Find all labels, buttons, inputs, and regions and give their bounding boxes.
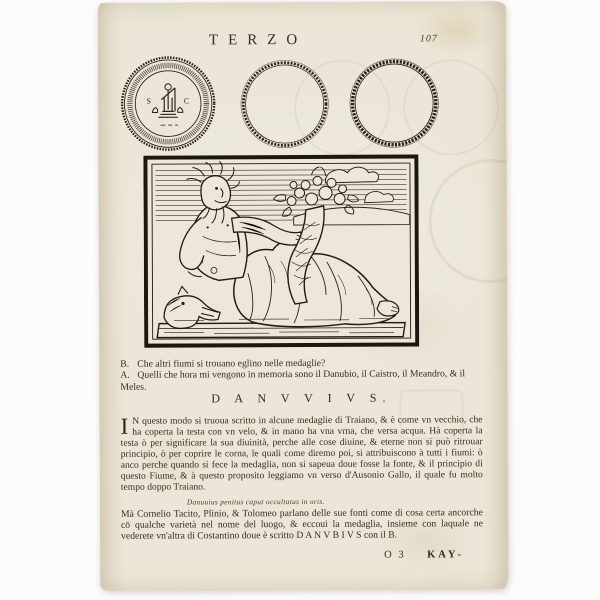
book-page — [98, 1, 509, 591]
blank-medal-outline-icon — [238, 57, 331, 151]
show-through-circle — [428, 159, 508, 284]
gathering-signature: O 3 — [384, 549, 406, 561]
latin-verse: Danuuius penitus caput occultatus in oris. — [186, 496, 325, 507]
closing-paragraph: Mà Cornelio Tacito, Plinio, & Tolomeo parlano delle sue fonti come di cosa certa ancorche cō qualche varietà nel nome del luogo, & eccoui la medaglia, insieme con laquale ne vederete vn'altra di Costantino doue è scritto D A N V B I V S con il B. — [120, 507, 484, 543]
main-paragraph-text: N questo modo si truoua scritto in alcune medaglie di Traiano, & è come vn vecchio, che ha coperta la testa con vn velo, & in mano ha vna vrna, che versa acqua. Hà coperta la testa ò per significare la sua diuinità, perche alle cose diuine, & eterne non si può ritrouar principio, ò per coprire le corna, le quali come diremo poi, si attribuiscono à tutti i fiumi: ò anco perche quando si fece la medaglia, non si sapeua doue fosse la fonte, & il principio di questo Fiume, & à questo proposito leggiamo vn verso d'Ausonio Gallo, il quale fu molto tempo doppo Traiano. — [120, 414, 483, 493]
running-header: TERZO — [208, 31, 308, 49]
dialogue-text: Quelli che hora mi vengono in memoria sono il Danubio, il Caistro, il Meandro, & il Meles. — [120, 368, 466, 393]
main-paragraph — [121, 414, 483, 493]
river-god-woodcut-illustration — [143, 153, 419, 348]
drop-cap-initial: I — [120, 413, 129, 439]
dialogue-block — [120, 357, 482, 393]
catchword: KAY- — [427, 549, 465, 561]
speaker-label: A. — [120, 370, 130, 382]
medal-letter-c: C — [183, 96, 190, 106]
medal-letter-s: S — [146, 96, 151, 106]
folio-page-number: 107 — [419, 33, 438, 45]
engraved-medal-icon — [119, 53, 217, 153]
blank-medal-outline-icon — [347, 55, 441, 150]
section-heading-danvvivs: D A N V V I V S. — [211, 390, 392, 406]
dialogue-line — [120, 369, 482, 393]
speaker-label: B. — [120, 358, 130, 370]
dialogue-text: Che altri fiumi si trouano eglino nelle medaglie? — [137, 357, 326, 370]
